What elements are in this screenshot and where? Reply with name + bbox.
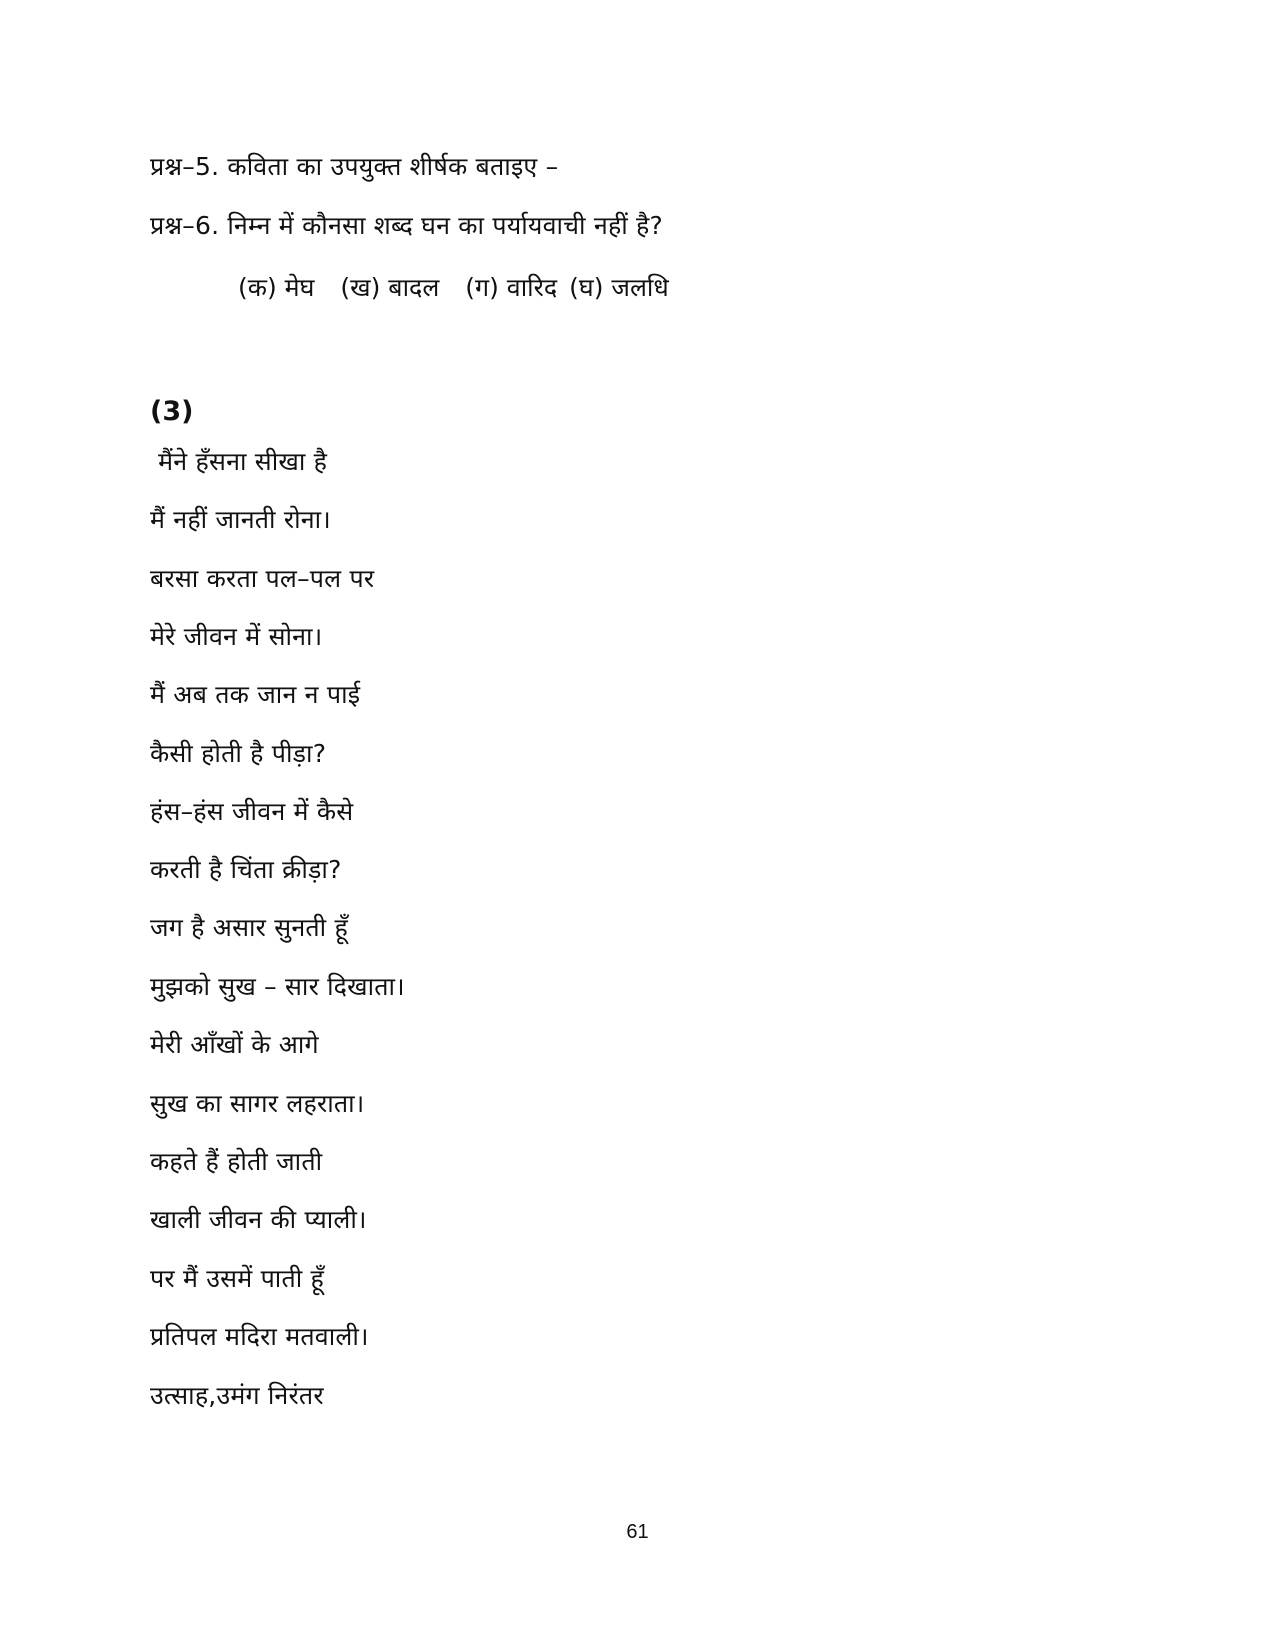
option-gha: (घ) जलधि bbox=[569, 273, 669, 302]
poem-line: मुझको सुख – सार दिखाता। bbox=[150, 972, 405, 1001]
option-ka: (क) मेघ bbox=[238, 273, 315, 302]
page-number: 61 bbox=[626, 1521, 649, 1543]
section-number: (3) bbox=[150, 396, 194, 427]
question-5: प्रश्न–5. कविता का उपयुक्त शीर्षक बताइए – bbox=[150, 152, 559, 181]
option-kha: (ख) बादल bbox=[340, 273, 440, 302]
question-6: प्रश्न–6. निम्न में कौनसा शब्द घन का पर्यायवाची नहीं है? bbox=[150, 211, 663, 240]
poem-line: पर मैं उसमें पाती हूँ bbox=[150, 1264, 324, 1293]
poem-line: मैं अब तक जान न पाई bbox=[150, 680, 361, 709]
poem-line: जग है असार सुनती हूँ bbox=[150, 913, 348, 942]
poem-line: करती है चिंता क्रीड़ा? bbox=[150, 855, 342, 884]
poem-line: मैंने हँसना सीखा है bbox=[150, 447, 328, 476]
poem-line: उत्साह,उमंग निरंतर bbox=[150, 1381, 324, 1410]
poem-line: कहते हैं होती जाती bbox=[150, 1147, 323, 1176]
question-6-options bbox=[238, 271, 669, 305]
poem-line: सुख का सागर लहराता। bbox=[150, 1089, 365, 1118]
poem-line: प्रतिपल मदिरा मतवाली। bbox=[150, 1322, 369, 1351]
poem-line: मेरे जीवन में सोना। bbox=[150, 622, 323, 651]
poem-line: कैसी होती है पीड़ा? bbox=[150, 739, 327, 768]
option-ga: (ग) वारिद bbox=[465, 273, 558, 302]
poem-line: मेरी आँखों के आगे bbox=[150, 1030, 319, 1059]
poem-line: खाली जीवन की प्याली। bbox=[150, 1205, 367, 1234]
poem-line: हंस–हंस जीवन में कैसे bbox=[150, 797, 354, 826]
poem-line: मैं नहीं जानती रोना। bbox=[150, 505, 331, 534]
poem-line: बरसा करता पल–पल पर bbox=[150, 564, 375, 593]
